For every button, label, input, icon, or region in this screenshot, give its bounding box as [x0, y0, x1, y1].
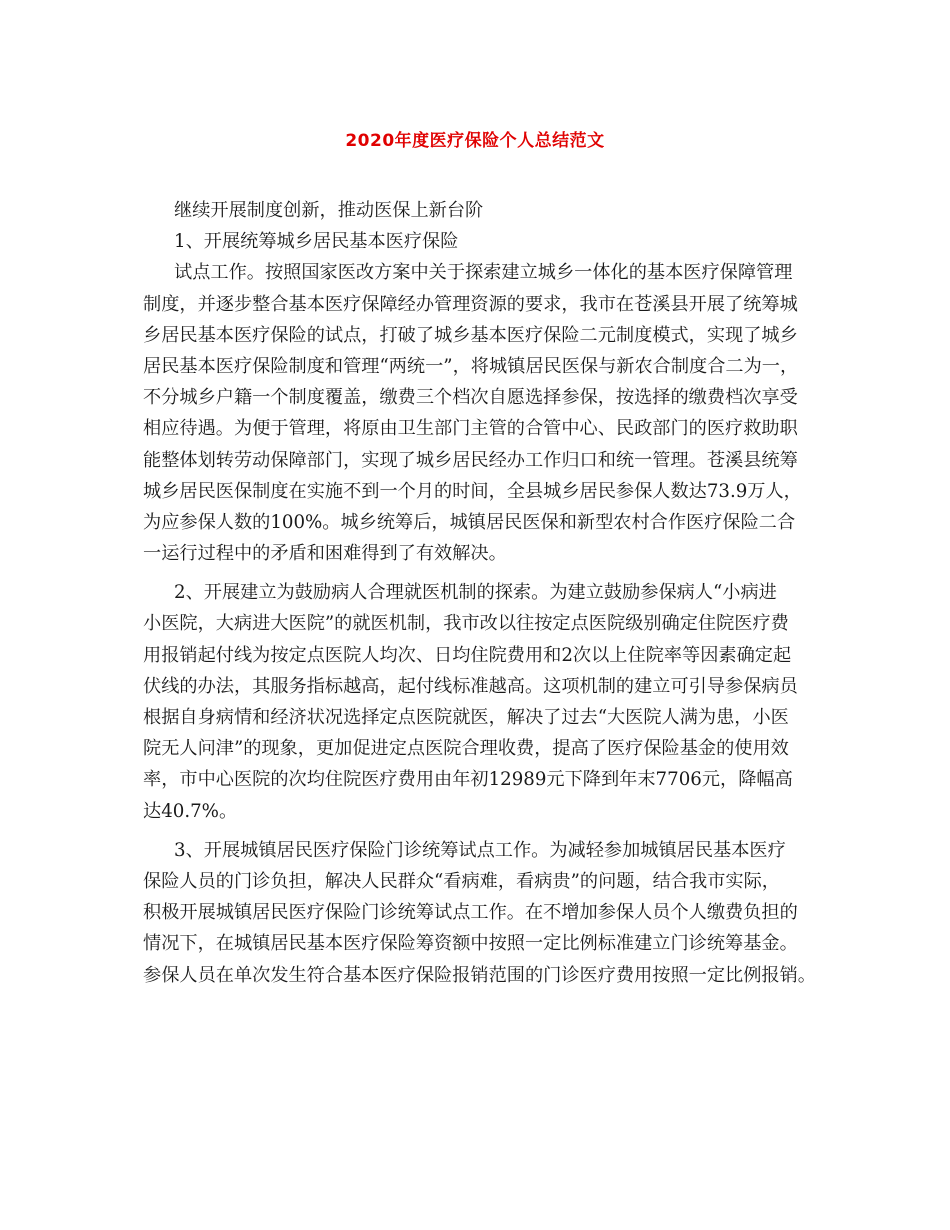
text-line: 率，市中心医院的次均住院医疗费用由年初12989元下降到年末7706元，降幅高 [143, 769, 793, 791]
text-line: 相应待遇。为便于管理，将原由卫生部门主管的合管中心、民政部门的医疗救助职 [143, 418, 798, 440]
text-line: 积极开展城镇居民医疗保险门诊统筹试点工作。在不增加参保人员个人缴费负担的 [143, 902, 798, 924]
text-line: 2、开展建立为鼓励病人合理就医机制的探索。为建立鼓励参保病人“小病进 [174, 582, 777, 604]
text-line: 1、开展统筹城乡居民基本医疗保险 [174, 231, 459, 253]
text-line: 制度，并逐步整合基本医疗保障经办管理资源的要求，我市在苍溪县开展了统筹城 [143, 293, 798, 315]
text-line: 一运行过程中的矛盾和困难得到了有效解决。 [143, 543, 507, 565]
text-line: 不分城乡户籍一个制度覆盖，缴费三个档次自愿选择参保，按选择的缴费档次享受 [143, 387, 798, 409]
text-line: 保险人员的门诊负担，解决人民群众“看病难，看病贵”的问题，结合我市实际， [143, 870, 780, 892]
text-line: 为应参保人数的100%。城乡统筹后，城镇居民医保和新型农村合作医疗保险二合 [143, 511, 796, 533]
text-line: 乡居民基本医疗保险的试点，打破了城乡基本医疗保险二元制度模式，实现了城乡 [143, 324, 798, 346]
text-line: 根据自身病情和经济状况选择定点医院就医，解决了过去“大医院人满为患，小医 [143, 707, 789, 728]
text-line: 居民基本医疗保险制度和管理“两统一”，将城镇居民医保与新农合制度合二为一， [143, 355, 799, 377]
text-line: 继续开展制度创新，推动医保上新台阶 [174, 200, 484, 221]
text-line: 院无人问津”的现象，更加促进定点医院合理收费，提高了医疗保险基金的使用效 [143, 738, 789, 760]
text-line: 城乡居民医保制度在实施不到一个月的时间，全县城乡居民参保人数达73.9万人， [143, 480, 802, 502]
text-line: 伏线的办法，其服务指标越高，起付线标准越高。这项机制的建立可引导参保病员 [143, 675, 798, 697]
text-line: 试点工作。按照国家医改方案中关于探索建立城乡一体化的基本医疗保障管理 [174, 262, 793, 284]
text-line: 情况下，在城镇居民基本医疗保险筹资额中按照一定比例标准建立门诊统筹基金。 [143, 933, 798, 955]
text-line: 达40.7%。 [143, 800, 238, 822]
text-line: 能整体划转劳动保障部门，实现了城乡居民经办工作归口和统一管理。苍溪县统筹 [143, 449, 798, 471]
text-line: 参保人员在单次发生符合基本医疗保险报销范围的门诊医疗费用按照一定比例报销。 [143, 964, 816, 986]
document-body [143, 195, 823, 991]
text-line: 3、开展城镇居民医疗保险门诊统筹试点工作。为减轻参加城镇居民基本医疗 [174, 839, 786, 861]
text-line: 用报销起付线为按定点医院人均次、日均住院费用和2次以上住院率等因素确定起 [143, 644, 792, 666]
document-title: 2020年度医疗保险个人总结范文 [345, 131, 605, 151]
text-line: 小医院，大病进大医院”的就医机制，我市改以往按定点医院级别确定住院医疗费 [143, 613, 789, 635]
